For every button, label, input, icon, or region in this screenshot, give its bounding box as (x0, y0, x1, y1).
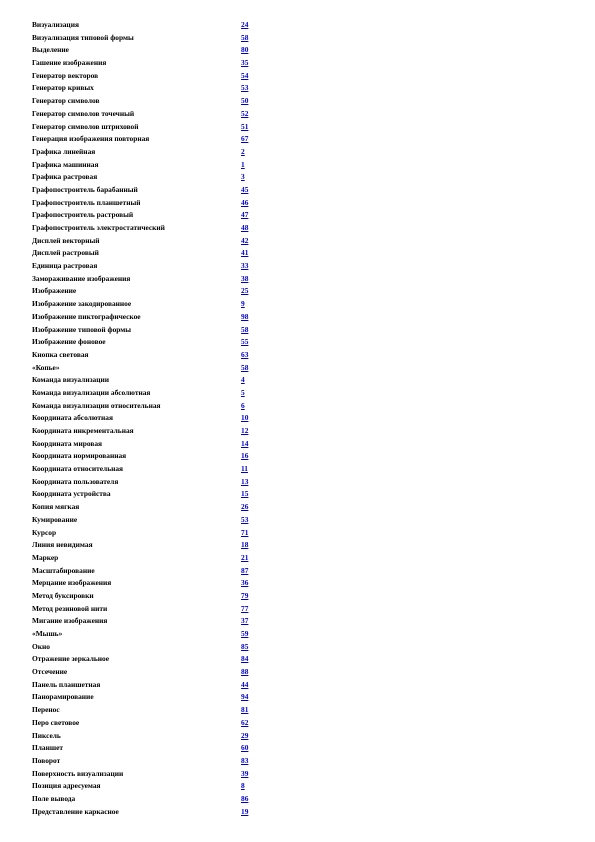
page-number-link[interactable]: 83 (241, 755, 249, 765)
index-term: Изображение (32, 286, 77, 296)
index-entry (32, 577, 272, 590)
page-number-link[interactable]: 51 (241, 121, 249, 131)
index-term: Графопостроитель планшетный (32, 197, 141, 207)
index-term: Отражение зеркальное (32, 654, 110, 664)
page-number-link[interactable]: 29 (241, 730, 249, 740)
index-term: «Копье» (32, 362, 60, 372)
index-term: Графопостроитель барабанный (32, 184, 138, 194)
index-term: Генерация изображения повторная (32, 134, 150, 144)
index-entry (32, 514, 272, 527)
index-term: Замораживание изображения (32, 273, 131, 283)
index-term: Координата абсолютная (32, 413, 113, 423)
index-term: Генератор символов точечный (32, 108, 135, 118)
page-number-link[interactable]: 94 (241, 692, 249, 702)
page-number-link[interactable]: 44 (241, 679, 249, 689)
index-entry (32, 197, 272, 210)
index-entry (32, 806, 272, 819)
index-term: Графика линейная (32, 146, 96, 156)
index-entry (32, 590, 272, 603)
page-number-link[interactable]: 58 (241, 32, 249, 42)
page-number-link[interactable]: 86 (241, 793, 249, 803)
index-entry (32, 679, 272, 692)
page-number-link[interactable]: 15 (241, 489, 249, 499)
index-entry (32, 311, 272, 324)
term-index-list (32, 19, 272, 818)
index-entry (32, 539, 272, 552)
index-entry (32, 488, 272, 501)
index-term: Курсор (32, 527, 57, 537)
page-number-link[interactable]: 54 (241, 70, 249, 80)
page-number-link[interactable]: 62 (241, 717, 249, 727)
index-term: Графопостроитель электростатический (32, 223, 165, 232)
index-entry (32, 793, 272, 806)
page-number-link[interactable]: 11 (241, 464, 248, 474)
index-entry (32, 44, 272, 57)
page-number-link[interactable]: 47 (241, 210, 249, 220)
index-entry (32, 450, 272, 463)
index-term: Генератор символов (32, 96, 100, 106)
index-term: Перо световое (32, 717, 80, 727)
page-number-link[interactable]: 8 (241, 781, 245, 791)
page-number-link[interactable]: 21 (241, 552, 249, 562)
page-number-link[interactable]: 59 (241, 629, 249, 638)
index-term: Масштабирование (32, 565, 95, 575)
index-entry (32, 552, 272, 565)
index-term: Координата инкрементальная (32, 426, 134, 435)
index-entry (32, 527, 272, 540)
index-term: Мигание изображения (32, 616, 108, 626)
page-number-link[interactable]: 84 (241, 654, 249, 664)
index-term: Линия невидимая (32, 540, 93, 550)
page-number-link[interactable]: 33 (241, 261, 249, 271)
page-number-link[interactable]: 50 (241, 96, 249, 106)
index-entry (32, 755, 272, 768)
index-term: Копия мягкая (32, 502, 80, 512)
page-number-link[interactable]: 58 (241, 324, 249, 334)
index-entry (32, 285, 272, 298)
index-entry (32, 374, 272, 387)
index-entry (32, 742, 272, 755)
page-number-link[interactable]: 9 (241, 299, 245, 309)
index-entry (32, 184, 272, 197)
page-number-link[interactable]: 26 (241, 502, 249, 512)
index-term: Маркер (32, 552, 59, 562)
index-term: Команда визуализации абсолютная (32, 387, 151, 397)
index-entry (32, 780, 272, 793)
index-term: Генератор кривых (32, 83, 94, 93)
index-term: Координата пользователя (32, 476, 119, 486)
page-number-link[interactable]: 46 (241, 197, 249, 207)
page-number-link[interactable]: 25 (241, 286, 249, 296)
index-term: Перенос (32, 705, 60, 715)
index-entry (32, 362, 272, 375)
index-term: Графика растровая (32, 172, 98, 182)
index-entry (32, 438, 272, 451)
index-entry (32, 412, 272, 425)
index-entry (32, 247, 272, 260)
page-number-link[interactable]: 80 (241, 45, 249, 55)
page-number-link[interactable]: 52 (241, 108, 249, 118)
index-entry (32, 501, 272, 514)
page-number-link[interactable]: 2 (241, 146, 245, 156)
page-number-link[interactable]: 58 (241, 362, 249, 372)
page-number-link[interactable]: 63 (241, 349, 249, 359)
page-number-link[interactable]: 24 (241, 20, 249, 29)
page-number-link[interactable]: 60 (241, 743, 249, 753)
index-term: Гашение изображения (32, 58, 107, 68)
index-entry (32, 565, 272, 578)
index-term: Координата устройства (32, 489, 111, 499)
page-number-link[interactable]: 16 (241, 451, 249, 461)
index-term: Графика машинная (32, 159, 99, 169)
page-number-link[interactable]: 35 (241, 58, 249, 68)
page-number-link[interactable]: 45 (241, 184, 249, 194)
index-term: Изображение закодированное (32, 299, 132, 309)
index-term: Команда визуализации относительная (32, 400, 161, 410)
page-number-link[interactable]: 19 (241, 806, 249, 816)
index-entry (32, 336, 272, 349)
index-entry (32, 476, 272, 489)
page-number-link[interactable]: 88 (241, 667, 249, 677)
index-term: Визуализация (32, 20, 79, 29)
page-number-link[interactable]: 36 (241, 578, 249, 588)
index-term: Команда визуализации (32, 375, 110, 385)
index-term: Координата мировая (32, 438, 103, 448)
page-number-link[interactable]: 6 (241, 400, 245, 410)
page-number-link[interactable]: 53 (241, 83, 249, 93)
page-number-link[interactable]: 1 (241, 159, 245, 169)
page-number-link[interactable]: 41 (241, 248, 249, 258)
page-number-link[interactable]: 81 (241, 705, 249, 715)
index-term: Панель планшетная (32, 679, 101, 689)
index-entry (32, 159, 272, 172)
index-entry (32, 70, 272, 83)
index-entry (32, 730, 272, 743)
index-entry (32, 260, 272, 273)
index-entry (32, 641, 272, 654)
index-entry (32, 717, 272, 730)
page-number-link[interactable]: 42 (241, 235, 249, 245)
page-number-link[interactable]: 5 (241, 387, 245, 397)
index-entry (32, 121, 272, 134)
index-entry (32, 298, 272, 311)
page-number-link[interactable]: 38 (241, 273, 249, 283)
index-term: Генератор векторов (32, 70, 99, 80)
page-number-link[interactable]: 14 (241, 438, 249, 448)
index-entry (32, 82, 272, 95)
index-entry (32, 615, 272, 628)
index-entry (32, 691, 272, 704)
page-number-link[interactable]: 4 (241, 375, 245, 385)
page-number-link[interactable]: 3 (241, 172, 245, 182)
page-number-link[interactable]: 71 (241, 527, 249, 537)
index-term: Поверхность визуализации (32, 768, 124, 778)
index-entry (32, 463, 272, 476)
page-number-link[interactable]: 13 (241, 476, 249, 486)
index-term: Планшет (32, 743, 63, 753)
index-term: Координата нормированная (32, 451, 127, 461)
index-entry (32, 349, 272, 362)
page-number-link[interactable]: 55 (241, 337, 249, 347)
index-term: Выделение (32, 45, 69, 55)
index-entry (32, 666, 272, 679)
page-number-link[interactable]: 39 (241, 768, 249, 778)
index-term: Окно (32, 641, 50, 651)
index-entry (32, 235, 272, 248)
index-entry (32, 704, 272, 717)
page-number-link[interactable]: 12 (241, 426, 249, 435)
index-entry (32, 19, 272, 32)
page-number-link[interactable]: 18 (241, 540, 249, 550)
index-term: «Мышь» (32, 629, 63, 638)
index-entry (32, 95, 272, 108)
index-term: Кнопка световая (32, 349, 89, 359)
page-number-link[interactable]: 67 (241, 134, 249, 144)
index-entry (32, 653, 272, 666)
index-term: Визуализация типовой формы (32, 32, 134, 42)
index-entry (32, 171, 272, 184)
index-term: Генератор символов штриховой (32, 121, 139, 131)
page-number-link[interactable]: 87 (241, 565, 249, 575)
page-number-link[interactable]: 77 (241, 603, 249, 613)
index-entry (32, 400, 272, 413)
index-entry (32, 222, 272, 235)
index-entry (32, 425, 272, 438)
page-number-link[interactable]: 98 (241, 311, 249, 321)
index-term: Координата относительная (32, 464, 124, 474)
index-term: Кумирование (32, 514, 78, 524)
index-term: Единица растровая (32, 261, 98, 271)
index-term: Графопостроитель растровый (32, 210, 134, 220)
index-term: Панорамирование (32, 692, 94, 702)
index-term: Изображение пиктографическое (32, 311, 141, 321)
index-entry (32, 108, 272, 121)
index-entry (32, 603, 272, 616)
index-entry (32, 32, 272, 45)
index-entry (32, 273, 272, 286)
index-entry (32, 324, 272, 337)
index-term: Изображение фоновое (32, 337, 106, 347)
index-term: Позиция адресуемая (32, 781, 101, 791)
index-term: Метод буксировки (32, 590, 94, 600)
index-entry (32, 768, 272, 781)
page-number-link[interactable]: 10 (241, 413, 249, 423)
page-number-link[interactable]: 37 (241, 616, 249, 626)
page-number-link[interactable]: 79 (241, 590, 249, 600)
index-term: Метод резиновой нити (32, 603, 108, 613)
index-term: Представление каркасное (32, 806, 119, 816)
index-entry (32, 387, 272, 400)
index-entry (32, 57, 272, 70)
index-term: Отсечение (32, 667, 68, 677)
index-entry (32, 133, 272, 146)
page-number-link[interactable]: 85 (241, 641, 249, 651)
index-entry (32, 146, 272, 159)
index-term: Дисплей векторный (32, 235, 100, 245)
page-number-link[interactable]: 48 (241, 223, 249, 232)
index-term: Мерцание изображения (32, 578, 112, 588)
index-entry (32, 209, 272, 222)
page-number-link[interactable]: 53 (241, 514, 249, 524)
index-entry (32, 628, 272, 641)
index-term: Поворот (32, 755, 61, 765)
index-term: Поле вывода (32, 793, 76, 803)
index-term: Дисплей растровый (32, 248, 99, 258)
index-term: Пиксель (32, 730, 61, 740)
index-term: Изображение типовой формы (32, 324, 132, 334)
